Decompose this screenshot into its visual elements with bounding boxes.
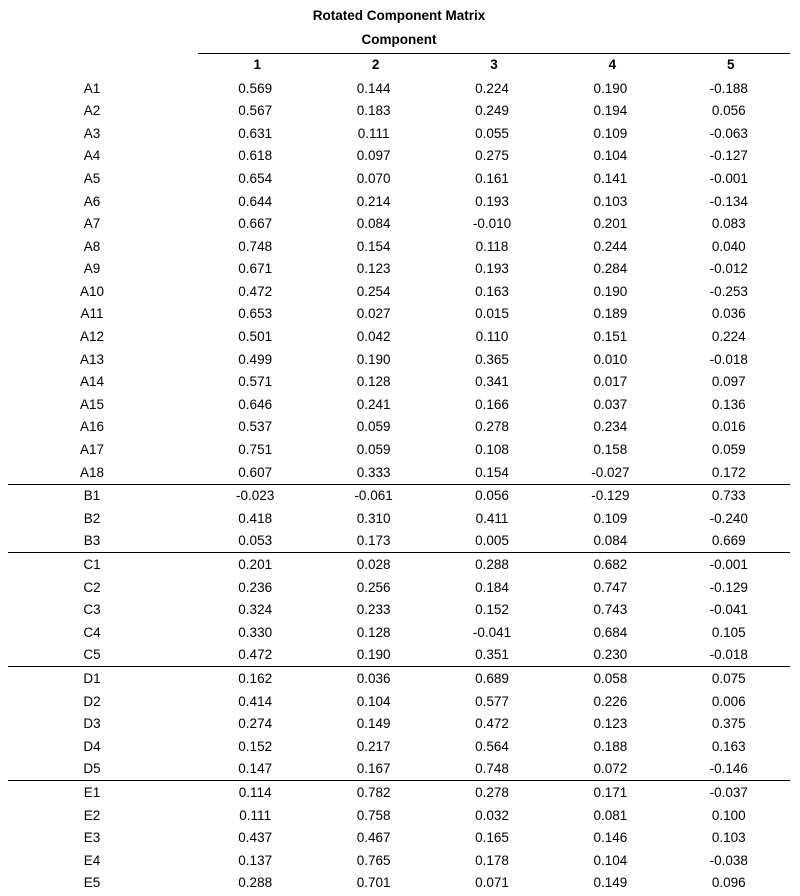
cell-value: 0.653 [238,306,273,322]
cell-value: 0.607 [238,464,273,480]
cell-value: 0.059 [356,419,391,435]
cell-value: 0.163 [475,283,509,299]
cell-value: 0.411 [475,510,509,526]
cell-value: 0.190 [593,283,628,299]
cell-value: 0.072 [593,761,628,777]
cell-value: -0.129 [709,579,748,595]
cell-value: -0.038 [709,852,748,868]
cell-value: 0.324 [238,602,273,618]
table-row [8,190,790,213]
cell-value: 0.059 [711,442,746,458]
cell-value: 0.028 [316,553,434,576]
cell-value: 0.537 [238,419,273,435]
cell-value: 0.162 [198,667,316,690]
cell-value: 0.375 [711,716,746,732]
row-label: E3 [83,830,101,846]
component-spanner-header: Component [361,32,437,48]
cell-value: 0.249 [475,103,509,119]
table-row [8,213,790,236]
cell-value: 0.114 [198,781,316,804]
table-row [8,235,790,258]
cell-value: 0.190 [356,351,391,367]
cell-value: 0.136 [711,396,746,412]
cell-value: -0.134 [709,193,748,209]
cell-value: 0.056 [435,484,553,507]
cell-value: 0.351 [475,647,509,663]
cell-value: 0.042 [356,329,391,345]
cell-value: 0.564 [475,738,509,754]
cell-value: 0.437 [238,830,273,846]
cell-value: 0.682 [553,553,671,576]
cell-value: 0.288 [238,875,273,891]
cell-value: 0.236 [238,579,273,595]
cell-value: 0.166 [475,396,509,412]
cell-value: 0.188 [593,738,628,754]
table-row [8,371,790,394]
cell-value: 0.684 [593,624,628,640]
cell-value: 0.472 [475,716,509,732]
cell-value: 0.747 [593,579,628,595]
cell-value: 0.083 [711,216,746,232]
cell-value: 0.010 [593,351,628,367]
table-row [8,77,790,100]
table-row [8,484,790,507]
cell-value: -0.023 [198,484,316,507]
cell-value: 0.158 [593,442,628,458]
column-header-row [8,54,790,78]
cell-value: 0.161 [475,170,509,186]
cell-value: 0.108 [475,442,509,458]
cell-value: 0.097 [711,374,746,390]
cell-value: 0.284 [593,261,628,277]
cell-value: 0.472 [238,647,273,663]
table-row [8,461,790,484]
cell-value: 0.111 [239,807,272,823]
cell-value: 0.782 [316,781,434,804]
cell-value: 0.467 [356,830,391,846]
cell-value: 0.053 [238,533,273,549]
table-row [8,100,790,123]
cell-value: 0.631 [238,125,273,141]
rotated-component-matrix-table [8,5,790,896]
cell-value: 0.100 [711,807,746,823]
cell-value: 0.310 [356,510,391,526]
cell-value: 0.689 [435,667,553,690]
cell-value: 0.224 [475,80,509,96]
cell-value: 0.027 [356,306,391,322]
cell-value: 0.765 [356,852,391,868]
cell-value: -0.063 [709,125,748,141]
cell-value: 0.016 [711,419,746,435]
cell-value: 0.571 [238,374,273,390]
cell-value: 0.233 [356,602,391,618]
cell-value: 0.149 [356,716,391,732]
cell-value: 0.123 [593,716,628,732]
row-label: A18 [79,464,105,480]
row-label: C3 [83,602,101,618]
row-label: D5 [83,761,101,777]
row-label: C2 [83,579,101,595]
row-label: C4 [83,624,101,640]
cell-value: -0.001 [709,170,748,186]
table-row [8,872,790,895]
column-header-5: 5 [672,54,790,78]
cell-value: -0.041 [472,624,512,640]
table-row [8,530,790,553]
cell-value: 0.201 [198,553,316,576]
table-row [8,280,790,303]
table-row [8,735,790,758]
cell-value: 0.075 [672,667,790,690]
row-label: A11 [80,306,104,322]
cell-value: 0.230 [593,647,628,663]
cell-value: 0.733 [672,484,790,507]
table-row [8,553,790,576]
cell-value: 0.171 [553,781,671,804]
cell-value: 0.015 [475,306,509,322]
cell-value: -0.127 [709,148,748,164]
cell-value: 0.059 [356,442,391,458]
table-row [8,644,790,667]
column-header-1: 1 [198,54,316,78]
cell-value: -0.253 [709,283,748,299]
row-label: B3 [83,533,101,549]
cell-value: 0.748 [475,761,509,777]
cell-value: 0.234 [593,419,628,435]
row-label: A6 [83,193,101,209]
cell-value: -0.010 [472,216,512,232]
cell-value: -0.041 [709,602,748,618]
cell-value: 0.193 [475,261,509,277]
cell-value: 0.172 [711,464,746,480]
cell-value: -0.240 [709,510,748,526]
cell-value: 0.103 [711,830,746,846]
row-label: A4 [83,148,101,164]
table-row [8,348,790,371]
cell-value: 0.190 [593,80,628,96]
cell-value: 0.646 [238,396,273,412]
row-label: A15 [79,396,105,412]
column-header-2: 2 [316,54,434,78]
cell-value: 0.152 [238,738,273,754]
cell-value: 0.333 [356,464,391,480]
table-title-row [8,5,790,29]
cell-value: 0.224 [711,329,746,345]
cell-value: 0.190 [356,647,391,663]
table-row [8,416,790,439]
cell-value: 0.194 [593,103,628,119]
cell-value: -0.037 [672,781,790,804]
cell-value: 0.105 [711,624,746,640]
cell-value: 0.671 [238,261,273,277]
row-label-column-header [8,54,198,78]
cell-value: 0.418 [238,510,273,526]
cell-value: -0.061 [316,484,434,507]
cell-value: 0.226 [593,693,628,709]
cell-value: 0.154 [356,238,391,254]
cell-value: 0.278 [475,419,509,435]
cell-value: 0.569 [238,80,273,96]
cell-value: 0.149 [593,875,628,891]
table-title: Rotated Component Matrix [312,8,486,24]
cell-value: 0.096 [711,875,746,891]
cell-value: 0.128 [356,374,391,390]
row-label: A1 [83,80,101,96]
cell-value: 0.501 [238,329,273,345]
table-row [8,507,790,530]
cell-value: 0.330 [238,624,273,640]
row-label: E5 [83,875,101,891]
cell-value: 0.274 [238,716,273,732]
cell-value: 0.244 [593,238,628,254]
table-row [8,145,790,168]
row-label: A5 [83,170,101,186]
table-row [8,781,790,804]
cell-value: 0.701 [356,875,391,891]
cell-value: 0.184 [475,579,509,595]
cell-value: 0.189 [593,306,628,322]
table-row [8,439,790,462]
row-label: A9 [83,261,101,277]
cell-value: 0.123 [356,261,391,277]
cell-value: 0.141 [593,170,628,186]
cell-value: 0.154 [475,464,509,480]
cell-value: 0.111 [357,125,390,141]
cell-value: 0.365 [475,351,509,367]
cell-value: 0.414 [238,693,273,709]
table-row [8,713,790,736]
cell-value: -0.146 [709,761,748,777]
cell-value: 0.667 [238,216,273,232]
cell-value: 0.499 [238,351,273,367]
cell-value: 0.147 [238,761,273,777]
cell-value: 0.163 [711,738,746,754]
row-label: E2 [83,807,101,823]
row-label: A8 [83,238,101,254]
table-row [8,804,790,827]
cell-value: 0.109 [593,510,628,526]
cell-value: 0.006 [711,693,746,709]
cell-value: 0.055 [475,125,509,141]
cell-value: 0.144 [356,80,391,96]
cell-value: 0.178 [475,852,509,868]
cell-value: 0.567 [238,103,273,119]
row-label: A7 [83,216,101,232]
cell-value: -0.188 [709,80,748,96]
row-label: A14 [79,374,105,390]
row-label: A10 [79,283,105,299]
row-label: A13 [79,351,105,367]
cell-value: 0.183 [356,103,391,119]
cell-value: -0.027 [591,464,630,480]
rotated-component-matrix-table-container [8,0,790,896]
cell-value: 0.275 [475,148,509,164]
cell-value: 0.036 [711,306,746,322]
cell-value: 0.278 [435,781,553,804]
cell-value: 0.081 [593,807,628,823]
cell-value: 0.104 [356,693,391,709]
table-row [8,667,790,690]
cell-value: 0.341 [475,374,509,390]
cell-value: 0.146 [593,830,628,846]
table-row [8,576,790,599]
cell-value: 0.618 [238,148,273,164]
cell-value: -0.018 [709,647,748,663]
cell-value: 0.167 [356,761,391,777]
table-row [8,167,790,190]
cell-value: 0.577 [475,693,509,709]
cell-value: 0.036 [316,667,434,690]
table-row [8,303,790,326]
column-header-3: 3 [435,54,553,78]
cell-value: -0.129 [553,484,671,507]
table-row [8,621,790,644]
table-row [8,758,790,781]
row-label: A16 [79,419,105,435]
row-label: B1 [8,484,198,507]
table-row [8,122,790,145]
cell-value: 0.758 [356,807,391,823]
cell-value: -0.012 [709,261,748,277]
cell-value: 0.058 [553,667,671,690]
row-label: B2 [83,510,101,526]
row-label: C1 [8,553,198,576]
cell-value: 0.151 [593,329,628,345]
cell-value: 0.104 [593,852,628,868]
cell-value: 0.214 [356,193,391,209]
cell-value: 0.217 [356,738,391,754]
cell-value: 0.103 [593,193,628,209]
table-row [8,599,790,622]
cell-value: 0.005 [475,533,509,549]
cell-value: 0.256 [356,579,391,595]
cell-value: 0.070 [356,170,391,186]
cell-value: 0.084 [356,216,391,232]
column-header-4: 4 [553,54,671,78]
row-label: A12 [79,329,105,345]
cell-value: 0.241 [356,396,391,412]
cell-value: 0.109 [593,125,628,141]
cell-value: 0.104 [593,148,628,164]
table-row [8,326,790,349]
cell-value: 0.743 [593,602,628,618]
cell-value: -0.018 [709,351,748,367]
cell-value: 0.137 [238,852,273,868]
row-label: D3 [83,716,101,732]
row-label: E1 [8,781,198,804]
cell-value: 0.097 [356,148,391,164]
cell-value: 0.037 [593,396,628,412]
cell-value: 0.472 [238,283,273,299]
row-label: D2 [83,693,101,709]
cell-value: 0.128 [356,624,391,640]
cell-value: 0.654 [238,170,273,186]
table-row [8,849,790,872]
cell-value: 0.173 [356,533,391,549]
cell-value: -0.001 [672,553,790,576]
cell-value: 0.254 [356,283,391,299]
cell-value: 0.017 [593,374,628,390]
row-label: C5 [83,647,101,663]
cell-value: 0.071 [475,875,509,891]
cell-value: 0.201 [593,216,628,232]
cell-value: 0.165 [475,830,509,846]
cell-value: 0.032 [475,807,509,823]
cell-value: 0.056 [711,103,746,119]
cell-value: 0.118 [475,238,509,254]
cell-value: 0.644 [238,193,273,209]
cell-value: 0.751 [238,442,273,458]
row-label: D4 [83,738,101,754]
table-row [8,258,790,281]
row-label: A2 [83,103,101,119]
table-row [8,690,790,713]
cell-value: 0.084 [593,533,628,549]
cell-value: 0.110 [475,329,509,345]
row-label: E4 [83,852,101,868]
row-label: A17 [79,442,105,458]
cell-value: 0.152 [475,602,509,618]
cell-value: 0.193 [475,193,509,209]
cell-value: 0.669 [711,533,746,549]
row-label: A3 [83,125,101,141]
row-label: D1 [8,667,198,690]
cell-value: 0.288 [435,553,553,576]
cell-value: 0.040 [711,238,746,254]
table-row [8,393,790,416]
component-spanner-row [8,29,790,54]
cell-value: 0.748 [238,238,273,254]
